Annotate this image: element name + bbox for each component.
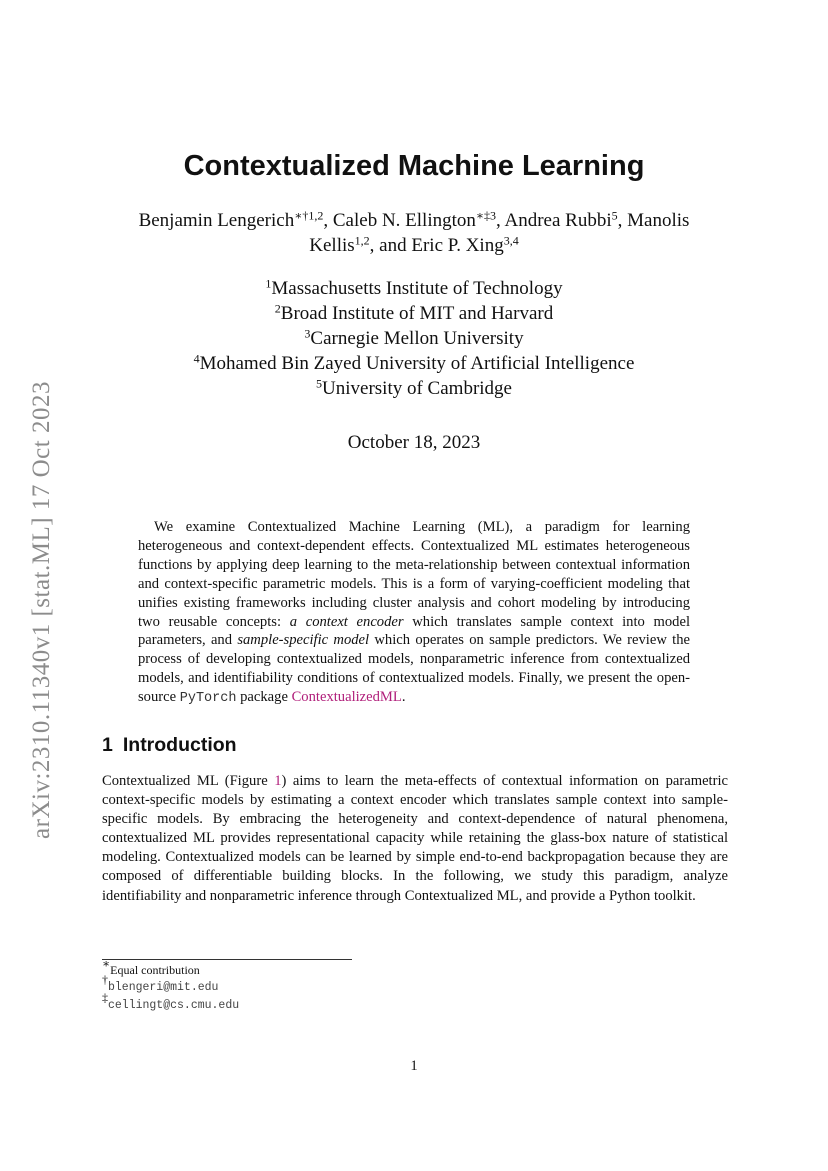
page-number: 1 [410,1058,418,1074]
author-list [110,208,718,258]
affiliation-3: $^3$Carnegie Mellon University [304,326,524,349]
footnote-email-2: ‡cellingt@cs.cmu.edu [102,990,240,1012]
footnote-email-1: †blengeri@mit.edu [102,972,219,994]
author-5: Eric P. Xing$^{3,4}$ [411,233,519,256]
footnotes [102,956,240,1014]
figure-reference-link[interactable]: 1 [274,773,282,789]
affiliation-2: $^2$Broad Institute of MIT and Harvard [274,301,554,324]
arxiv-identifier: arXiv:2310.11340v1 [stat.ML] 17 Oct 2023 [28,381,55,839]
contextualizedml-link[interactable]: ContextualizedML [291,689,402,706]
author-2: Caleb N. Ellington$^{∗\ddagger 3}$, [332,208,505,231]
code-pytorch: PyTorch [179,691,237,707]
introduction-paragraph: Contextualized ML (Figure 1) aims to learn the meta-effects of contextual information on parametric context-specific models by estimating a context encoder which translates sample context into sample-specific models. By embracing the heterogeneity and context-dependence of natural phenomena, contextualized ML provides representational capacity while retaining the glass-box nature of statistical modeling. Contextualized models can be learned by simple end-to-end backpropagation because they are composed of differentiable building blocks. In the following, we study this paradigm, analyze identifiability and nonparametric inference through Contextualized ML, and provide a Python toolkit. [102,773,728,904]
footnote-equal-contribution: ∗Equal contribution [102,956,200,977]
affiliation-4: $^4$Mohamed Bin Zayed University of Artificial Intelligence [193,351,635,374]
publication-date: October 18, 2023 [347,432,481,453]
affiliation-5: $^5$University of Cambridge [316,376,512,399]
author-1: Benjamin Lengerich$^{∗\dagger 1,2}$, [138,208,333,231]
footnote-rule [102,959,352,960]
paper-title: Contextualized Machine Learning [183,150,645,182]
affiliation-list [0,276,828,401]
author-4: Manolis Kellis$^{1,2}$, and [309,210,690,256]
affiliation-1: $^1$Massachusetts Institute of Technology [265,276,563,299]
abstract: We examine Contextualized Machine Learning (ML), a paradigm for learning heterogeneous and context-dependent effects. Contextualized ML estimates heterogeneous functions by applying deep learning to the meta-relationship between contextual information and context-specific parametric models. This is a form of varying-coefficient modeling that unifies existing frameworks including cluster analysis and cohort modeling by introducing two reusable concepts: a context encoder which translates sample context into model parameters, and sample-specific model which operates on sample predictors. We review the process of developing contextualized models, nonparametric inference from contextualized models, and identifiability conditions of contextualized models. Finally, we present the open-source PyTorch package ContextualizedML. [138,519,691,707]
section-heading: 1 Introduction [102,734,237,756]
author-3: Andrea Rubbi$^5$, [504,208,628,231]
